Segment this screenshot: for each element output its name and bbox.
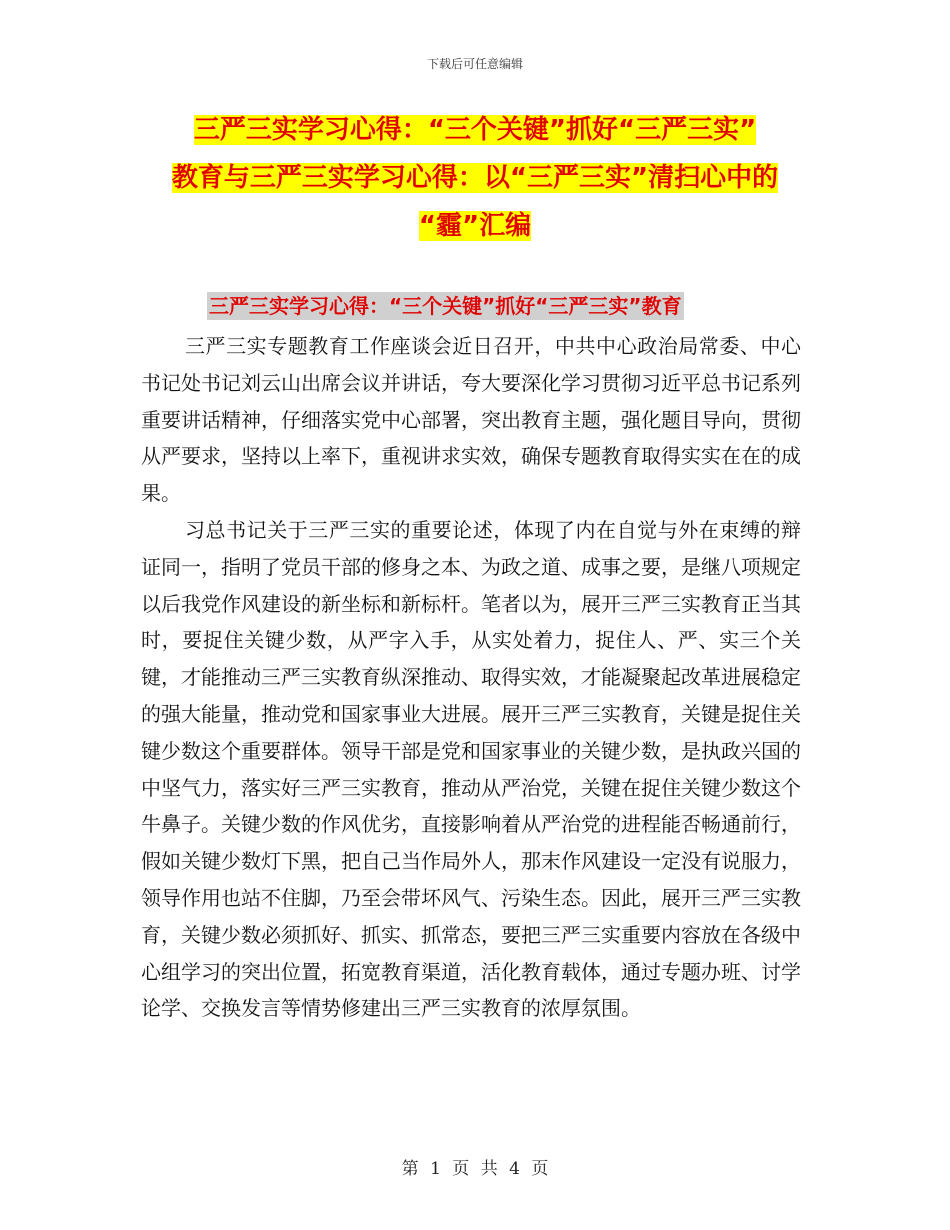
document-title — [140, 106, 810, 250]
document-title-line-1: 三严三实学习心得：“三个关键”抓好“三严三实” — [193, 115, 757, 145]
page-footer: 第 1 页 共 4 页 — [401, 1159, 549, 1179]
document-title-line-2: 教育与三严三实学习心得：以“三严三实”清扫心中的 — [171, 163, 779, 193]
document-title-line-3: “霾”汇编 — [418, 211, 532, 241]
paragraph: 习总书记关于三严三实的重要论述，体现了内在自觉与外在束缚的辩证同一，指明了党员干部的修身之本、为政之道、成事之要，是继八项规定以后我党作风建设的新坐标和新标杆。笔者以为，展开三严三实教育正当其时，要捉住关键少数，从严字入手，从实处着力，捉住人、严、实三个关键，才能推动三严三实教育纵深推动、取得实效，才能凝聚起改革进展稳定的强大能量，推动党和国家事业大进展。展开三严三实教育，关键是捉住关键少数这个重要群体。领导干部是党和国家事业的关键少数，是执政兴国的中坚气力，落实好三严三实教育，推动从严治党，关键在捉住关键少数这个牛鼻子。关键少数的作风优劣，直接影响着从严治党的进程能否畅通前行，假如关键少数灯下黑，把自己当作局外人，那末作风建设一定没有说服力，领导作用也站不住脚，乃至会带坏风气、污染生态。因此，展开三严三实教育，关键少数必须抓好、抓实、抓常态，要把三严三实重要内容放在各级中心组学习的突出位置，拓宽教育渠道，活化教育载体，通过专题办班、讨学论学、交换发言等情势修建出三严三实教育的浓厚氛围。 — [141, 517, 801, 1021]
page-header-note: 下载后可任意编辑 — [426, 57, 523, 71]
section-heading: 三严三实学习心得：“三个关键”抓好“三严三实”教育 — [209, 294, 682, 318]
paragraph: 三严三实专题教育工作座谈会近日召开，中共中心政治局常委、中心书记处书记刘云山出席会议并讲话，夸大要深化学习贯彻习近平总书记系列重要讲话精神，仔细落实党中心部署，突出教育主题，强化题目导向，贯彻从严要求，坚持以上率下，重视讲求实效，确保专题教育取得实实在在的成果。 — [141, 334, 801, 506]
body-text — [141, 328, 801, 1027]
